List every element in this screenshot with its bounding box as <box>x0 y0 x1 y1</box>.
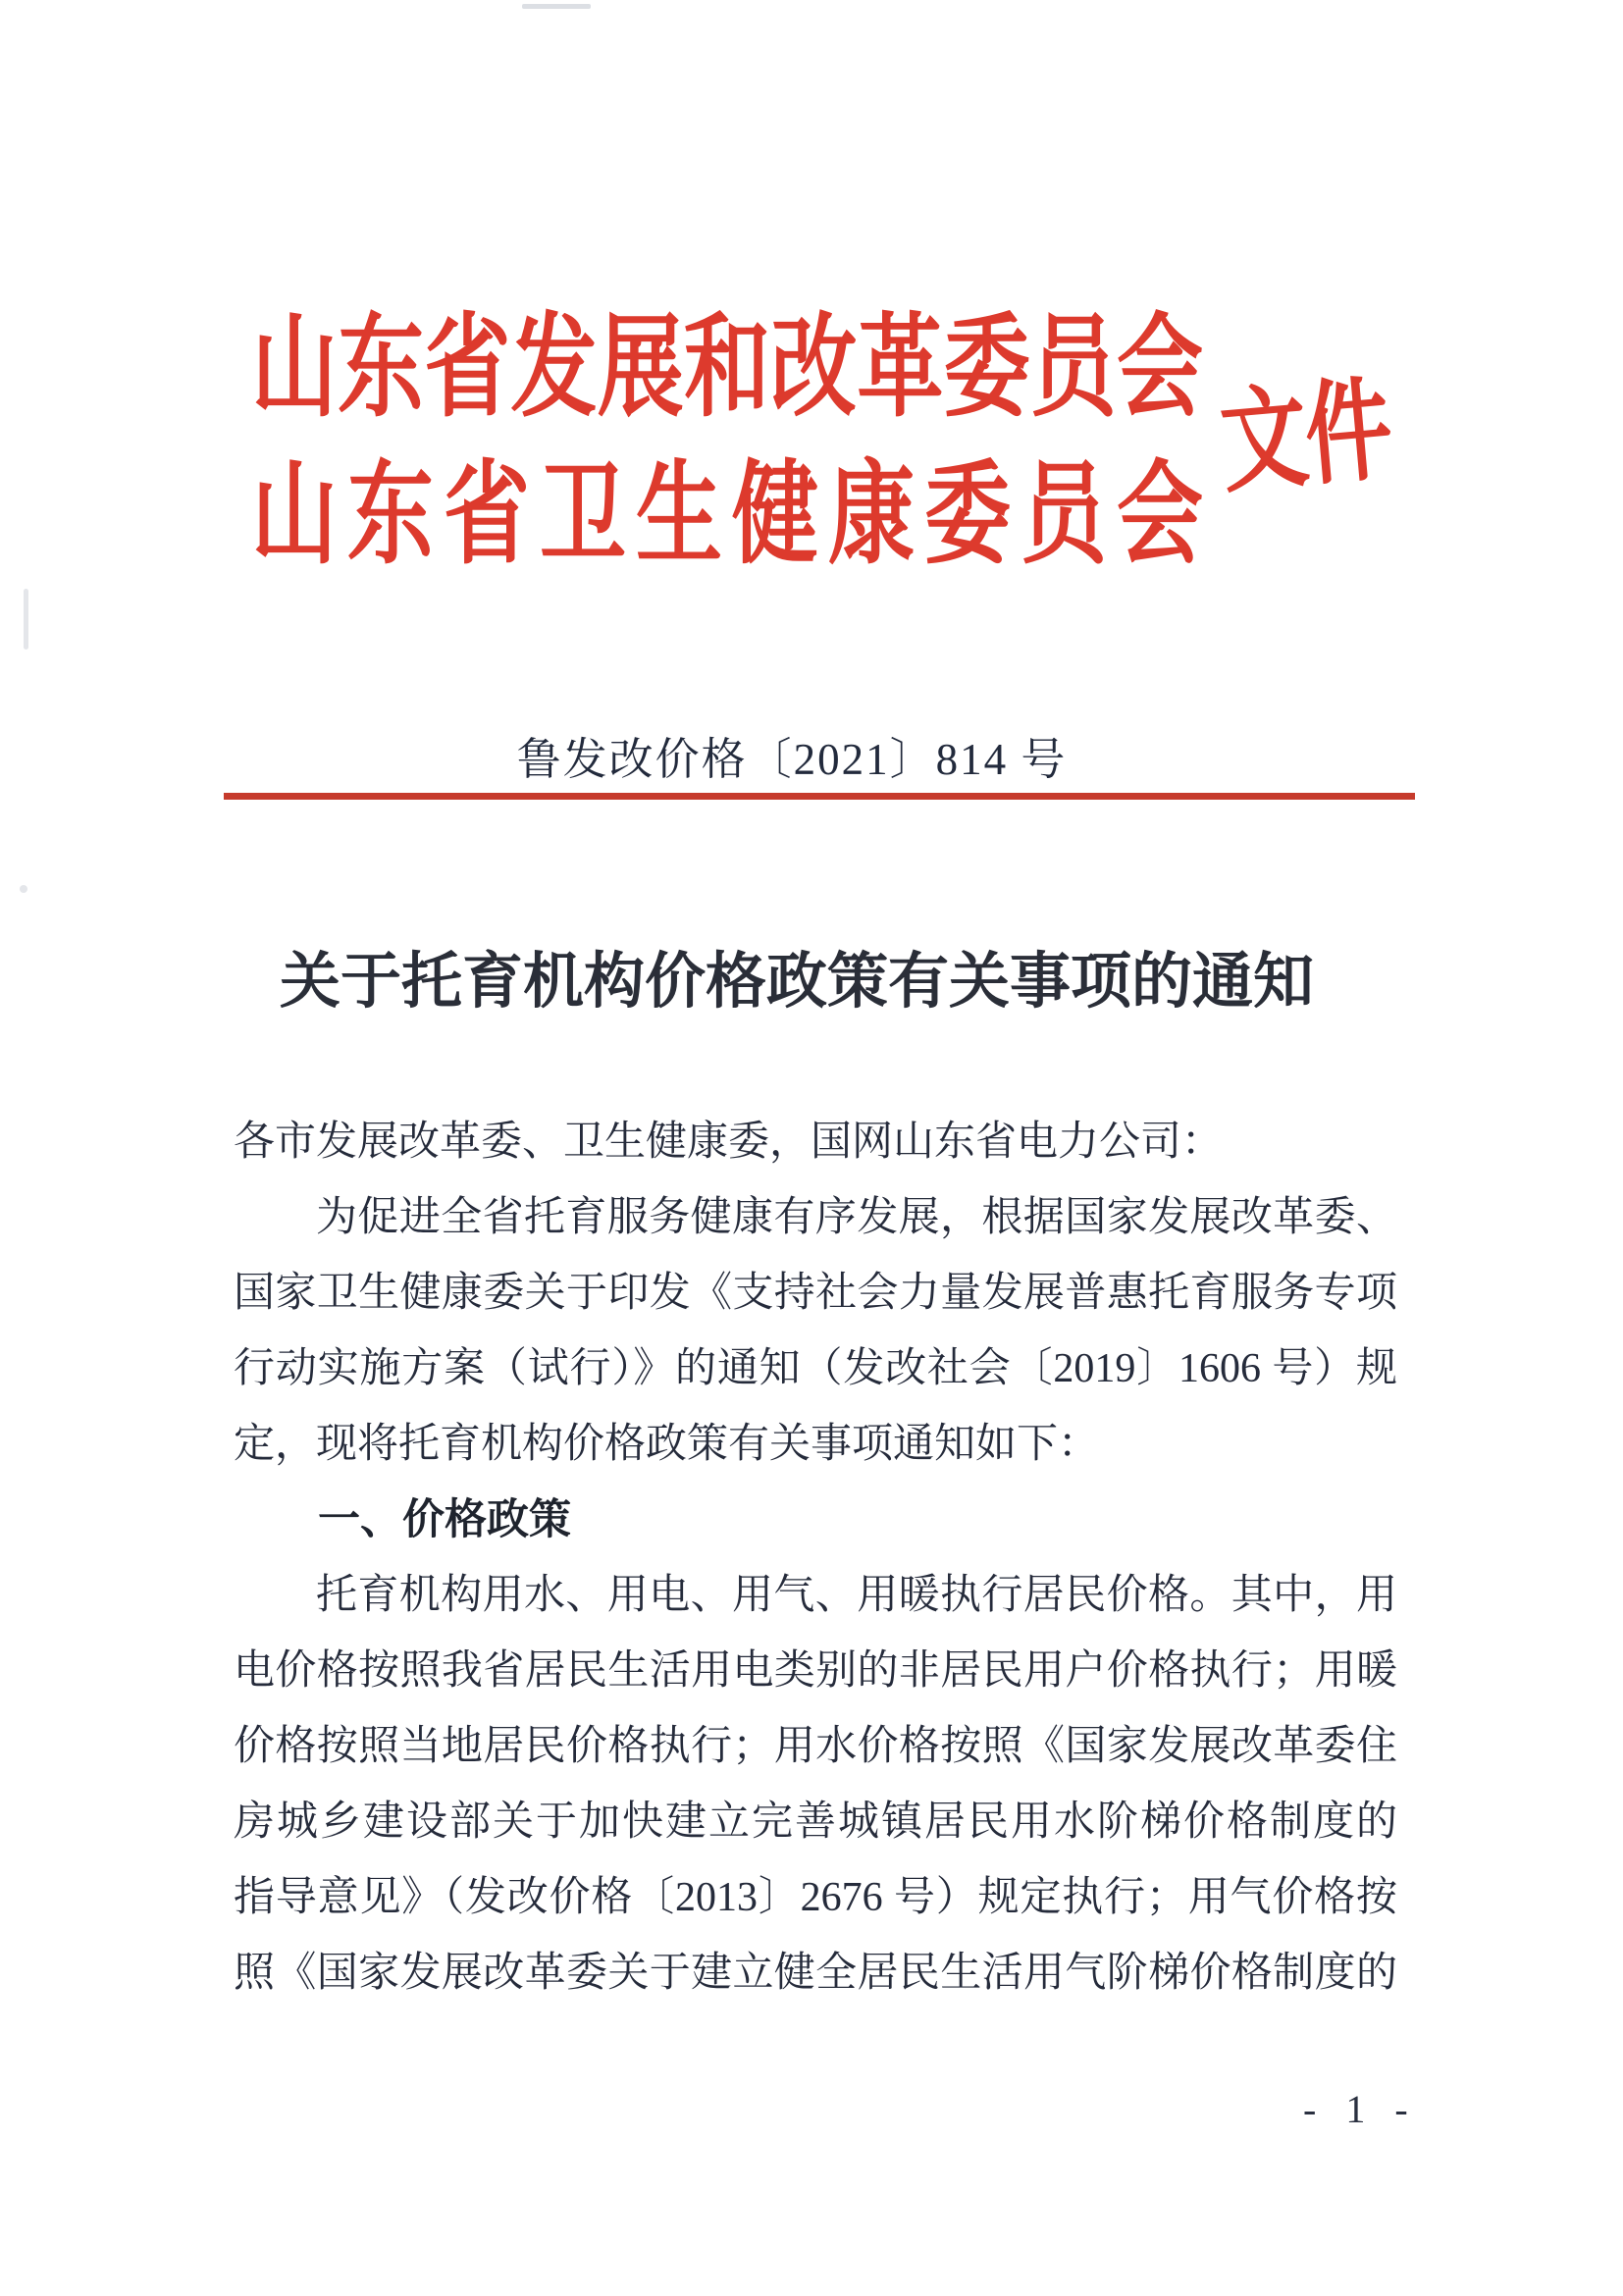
policy-line: 指导意见》（发改价格〔2013〕2676 号）规定执行；用气价格按 <box>234 1875 1397 1920</box>
doc-number: 鲁发改价格〔2021〕814 号 <box>516 735 1068 784</box>
scan-artifact <box>522 4 591 9</box>
intro-line: 定，现将托育机构价格政策有关事项通知如下： <box>234 1422 1100 1467</box>
policy-line: 电价格按照我省居民生活用电类别的非居民用户价格执行；用暖 <box>234 1648 1397 1694</box>
policy-line: 托育机构用水、用电、用气、用暖执行居民价格。其中，用 <box>316 1573 1397 1618</box>
salutation-line: 各市发展改革委、卫生健康委，国网山东省电力公司： <box>234 1120 1224 1165</box>
doc-type-label: 文件 <box>1216 369 1395 508</box>
red-separator-line <box>224 793 1415 800</box>
doc-title: 关于托育机构价格政策有关事项的通知 <box>279 949 1314 1016</box>
intro-line: 行动实施方案（试行）》的通知（发改社会〔2019〕1606 号）规 <box>234 1346 1397 1391</box>
scan-artifact <box>24 589 28 650</box>
intro-paragraph <box>234 1180 1397 1483</box>
intro-line: 为促进全省托育服务健康有序发展，根据国家发展改革委、 <box>316 1195 1397 1240</box>
page-number: - 1 - <box>1303 2087 1418 2131</box>
policy-line: 价格按照当地居民价格执行；用水价格按照《国家发展改革委住 <box>234 1724 1397 1769</box>
org-name-line-1: 山东省发展和改革委员会 <box>251 307 1203 432</box>
doc-body <box>234 1105 1397 2011</box>
scan-artifact <box>20 885 27 893</box>
policy-line: 房城乡建设部关于加快建立完善城镇居民用水阶梯价格制度的 <box>234 1800 1397 1845</box>
org-name-line-2: 山东省卫生健康委员会 <box>251 454 1203 579</box>
intro-line: 国家卫生健康委关于印发《支持社会力量发展普惠托育服务专项 <box>234 1271 1397 1316</box>
policy-paragraph <box>234 1558 1397 2011</box>
section-heading: 一、价格政策 <box>318 1496 571 1543</box>
policy-line: 照《国家发展改革委关于建立健全居民生活用气阶梯价格制度的 <box>234 1951 1397 1996</box>
